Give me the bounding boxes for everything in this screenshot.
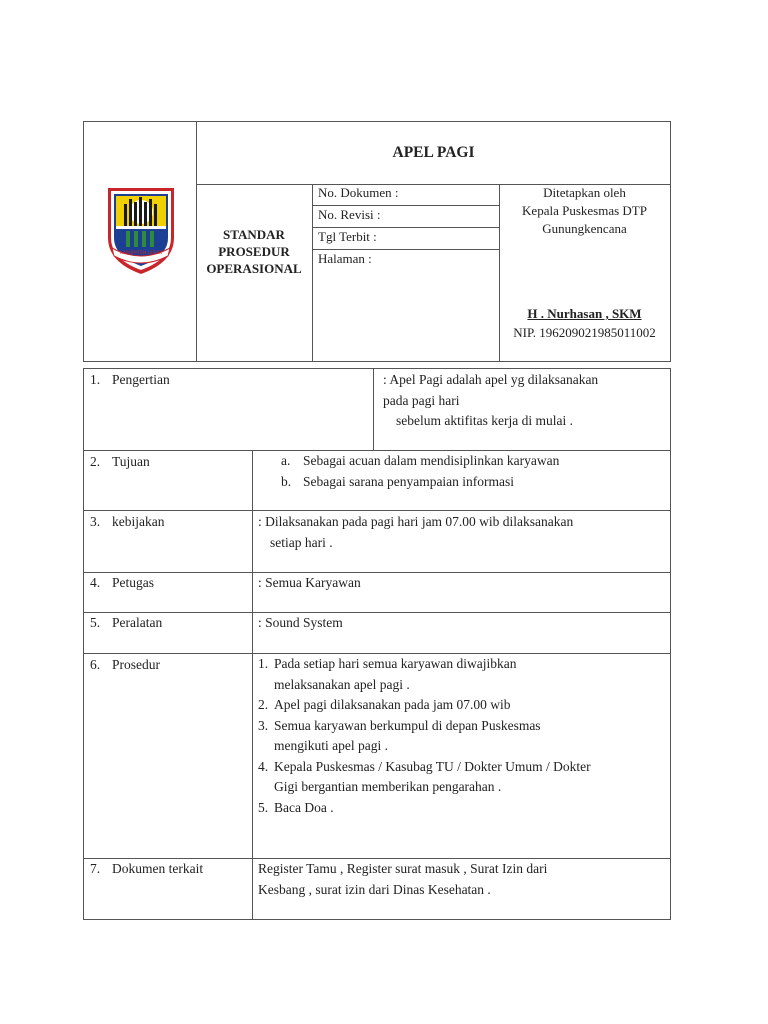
step-line: mengikuti apel pagi .: [274, 738, 388, 753]
no-revisi-field: No. Revisi :: [318, 207, 381, 222]
row-content-pengertian: [383, 370, 667, 432]
lebak-emblem-logo: [104, 184, 178, 276]
procedure-step: [258, 716, 668, 757]
row-label-dokumen-terkait: [90, 861, 203, 877]
row-label-text: Dokumen terkait: [112, 861, 204, 876]
approval-block: [499, 184, 670, 238]
row-label-peralatan: [90, 615, 162, 631]
row-label-prosedur: [90, 657, 160, 673]
sop-label-line: OPERASIONAL: [206, 261, 302, 276]
document-title: APEL PAGI: [392, 144, 475, 161]
procedure-step: [258, 757, 668, 798]
signer-nip: NIP. 196209021985011002: [513, 325, 656, 340]
row-label-kebijakan: [90, 514, 164, 530]
row-content-kebijakan: [258, 512, 668, 553]
list-marker: a.: [281, 453, 291, 468]
row-content-dokumen-terkait: [258, 859, 668, 900]
step-line: Pada setiap hari semua karyawan diwajibkan: [274, 656, 517, 671]
step-line: melaksanakan apel pagi .: [274, 676, 410, 692]
row-label-text: Petugas: [112, 575, 154, 590]
row-number: 4.: [90, 575, 101, 590]
no-dokumen-field: No. Dokumen :: [318, 185, 399, 200]
step-number: 3.: [258, 717, 269, 733]
procedure-step: [258, 654, 668, 695]
sop-label-line: PROSEDUR: [218, 244, 290, 259]
step-number: 4.: [258, 758, 269, 774]
row-number: 7.: [90, 861, 101, 876]
content-line: : Dilaksanakan pada pagi hari jam 07.00 wib dilaksanakan: [258, 514, 574, 529]
signer-name: H . Nurhasan , SKM: [527, 306, 642, 321]
list-text: Sebagai sarana penyampaian informasi: [303, 473, 515, 489]
content-line: : Apel Pagi adalah apel yg dilaksanakan: [383, 372, 599, 387]
procedure-step: [258, 798, 668, 819]
step-line: Baca Doa .: [274, 799, 334, 815]
row-content-petugas: : Semua Karyawan: [258, 575, 361, 590]
row-label-tujuan: [90, 454, 150, 470]
step-number: 1.: [258, 656, 269, 671]
procedure-step: [258, 695, 668, 716]
step-line: Gigi bergantian memberikan pengarahan .: [274, 779, 502, 794]
content-line: pada pagi hari: [383, 392, 460, 408]
content-line: setiap hari .: [270, 534, 333, 550]
row-number: 3.: [90, 514, 101, 529]
sop-label: [196, 226, 312, 277]
row-label-text: Pengertian: [112, 372, 170, 387]
step-line: Kepala Puskesmas / Kasubag TU / Dokter Umum / Dokter: [274, 758, 591, 774]
step-number: 5.: [258, 799, 269, 815]
logo-lettering: KABUPATEN LEBAK: [119, 251, 163, 256]
row-label-petugas: [90, 575, 154, 591]
row-number: 1.: [90, 372, 101, 387]
row-label-text: Tujuan: [112, 454, 150, 469]
row-label-text: Peralatan: [112, 615, 163, 630]
row-label-pengertian: [90, 372, 170, 388]
approval-line: Ditetapkan oleh: [543, 185, 626, 200]
list-text: Sebagai acuan dalam mendisiplinkan karyawan: [303, 453, 560, 468]
content-line: Kesbang , surat izin dari Dinas Kesehatan .: [258, 881, 491, 897]
approval-line: Gunungkencana: [542, 221, 627, 236]
row-label-text: kebijakan: [112, 514, 165, 529]
row-number: 2.: [90, 454, 101, 469]
list-marker: b.: [281, 473, 292, 489]
step-line: Apel pagi dilaksanakan pada jam 07.00 wib: [274, 697, 511, 712]
approval-line: Kepala Puskesmas DTP: [522, 203, 647, 218]
row-content-prosedur: [258, 654, 668, 818]
row-label-text: Prosedur: [112, 657, 160, 672]
list-item: [281, 451, 666, 472]
row-number: 5.: [90, 615, 101, 630]
row-content-tujuan: [281, 451, 666, 492]
row-number: 6.: [90, 657, 101, 672]
step-line: Semua karyawan berkumpul di depan Puskesmas: [274, 717, 541, 733]
row-content-peralatan: : Sound System: [258, 615, 343, 630]
sop-label-line: STANDAR: [223, 227, 285, 242]
list-item: [281, 472, 666, 493]
tgl-terbit-field: Tgl Terbit :: [318, 229, 377, 244]
content-line: Register Tamu , Register surat masuk , Surat Izin dari: [258, 861, 548, 876]
content-line: sebelum aktifitas kerja di mulai .: [396, 413, 573, 428]
step-number: 2.: [258, 697, 269, 712]
halaman-field: Halaman :: [318, 251, 372, 266]
